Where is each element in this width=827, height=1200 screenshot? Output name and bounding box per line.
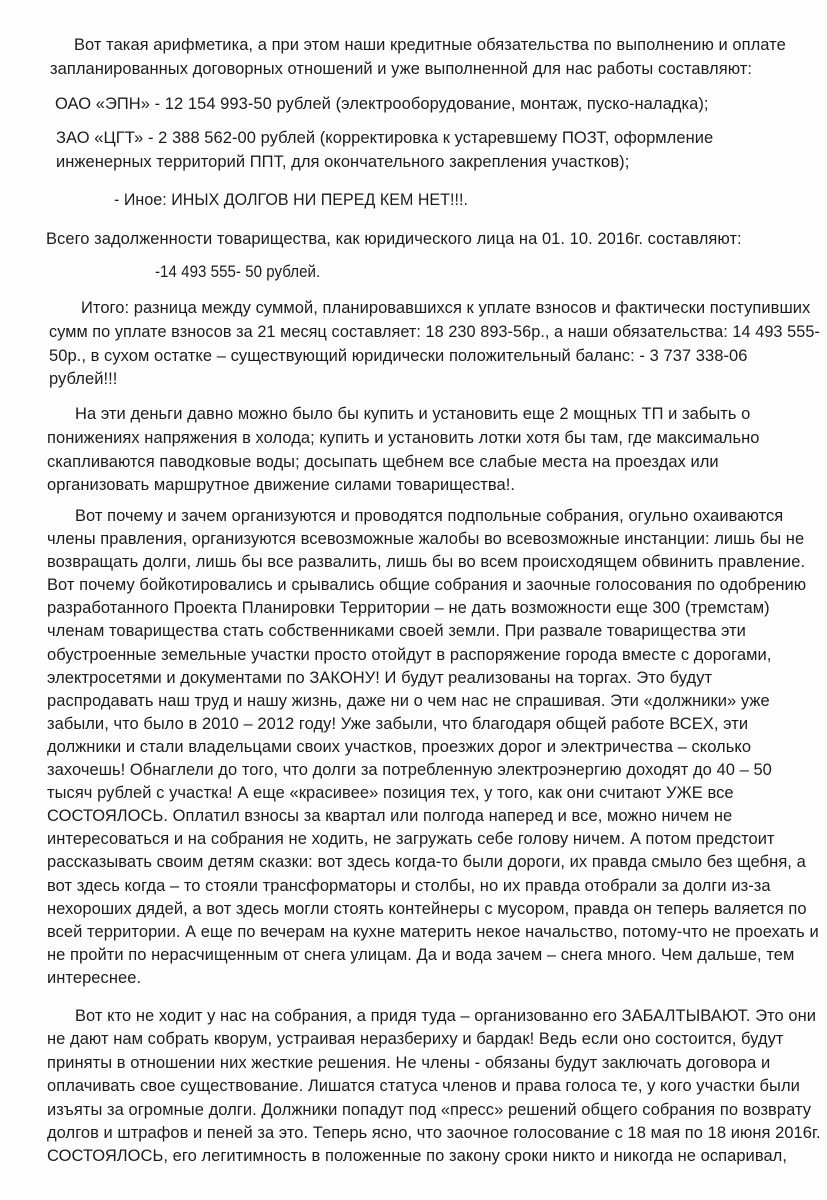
- paragraph-total-debt-caption: [46, 228, 774, 252]
- text-line: оплачивать свое существование. Лишатся статуса членов и права голоса те, у кого участки были: [47, 1077, 800, 1096]
- paragraph-cgt-debt: [56, 127, 784, 175]
- text-line: скапливаются паводковые воды; досыпать щебнем все слабые места на проездах или: [47, 452, 719, 471]
- text-line: возвращать долги, лишь бы все развалить, лишь бы во всем происходящем обвинить правление.: [47, 553, 806, 572]
- text-line: тысяч рублей с участка! А еще «красивее» позиция тех, у того, как они считают УЖЕ все: [47, 784, 734, 803]
- text-line: 50р., в сухом остатке – существующий юридически положительный баланс: - 3 737 338-06: [49, 346, 748, 365]
- text-line: разработанного Проекта Планировки Территории – не дать возможности еще 300 (тремстам): [47, 599, 770, 618]
- text-line: членам товарищества стать собственниками своей земли. При развале товарищества эти: [47, 622, 746, 641]
- text-line: долгов и штрафов и пеней за это. Теперь ясно, что заочное голосование с 18 мая по 18 июня 2016г.: [47, 1124, 821, 1143]
- text-line: обустроенные земельные участки просто отойдут в распоряжение города вместе с дорогами,: [47, 645, 772, 664]
- text-line: не пройти по нерасчищенным от снега улицам. Да и вода зачем – снега много. Чем дальше, тем: [47, 945, 795, 964]
- text-line: Всего задолженности товарищества, как юридического лица на 01. 10. 2016г. составляют:: [46, 230, 742, 248]
- paragraph-underground-meetings: [47, 505, 819, 990]
- paragraph-non-attendees: [47, 1005, 821, 1169]
- text-line: Вот кто не ходит у нас на собрания, а придя туда – организованно его ЗАБАЛТЫВАЮТ. Это они: [75, 1007, 817, 1025]
- text-line: ОАО «ЭПН» - 12 154 993-50 рублей (электрооборудование, монтаж, пуско-наладка);: [55, 95, 709, 113]
- paragraph-summary: [49, 297, 820, 392]
- text-line: Вот почему и зачем организуются и проводятся подпольные собрания, огульно охаиваются: [75, 507, 784, 525]
- text-line: члены правления, организуются всевозможные жалобы во всевозможные инстанции: лишь бы не: [47, 530, 805, 549]
- text-line: -14 493 555- 50 рублей.: [155, 263, 321, 281]
- text-line: рублей!!!: [49, 370, 118, 389]
- text-line: сумм по уплате взносов за 21 месяц составляет: 18 230 893-56р., а наши обязательства: 14 493 555-: [49, 322, 820, 341]
- text-line: На эти деньги давно можно было бы купить и установить еще 2 мощных ТП и забыть о: [75, 405, 751, 423]
- text-line: организовать маршрутное движение силами товарищества!.: [47, 476, 516, 495]
- text-line: распродавать наш труд и нашу жизнь, даже ни о чем нас не спрашивая. Эти «должники» уже: [47, 691, 770, 710]
- text-line: ЗАО «ЦГТ» - 2 388 562-00 рублей (корректировка к устаревшему ПОЗТ, оформление: [56, 129, 714, 147]
- text-line: запланированных договорных отношений и уже выполненной для нас работы составляют:: [50, 59, 753, 78]
- paragraph-total-debt-amount: [155, 261, 827, 285]
- text-line: всей территории. А еще по вечерам на кухне материть некое начальство, потому-что не проехать и: [47, 922, 819, 941]
- text-line: инженерных территорий ППТ, для окончательного закрепления участков);: [56, 152, 630, 171]
- text-line: СОСТОЯЛОСЬ. Оплатил взносы за квартал или полгода наперед и все, можно ничем не: [47, 807, 733, 826]
- text-line: должники и стали владельцами своих участков, проезжих дорог и электричества – сколько: [47, 737, 752, 756]
- text-line: захочешь! Обнаглели до того, что долги за потребленную электроэнергию доходят до 40 – 50: [47, 761, 772, 780]
- text-line: понижениях напряжения в холода; купить и установить лотки хотя бы там, где максимально: [47, 428, 760, 447]
- text-line: интереснее.: [47, 968, 142, 987]
- text-line: Вот такая арифметика, а при этом наши кредитные обязательства по выполнению и оплате: [74, 36, 786, 54]
- paragraph-money-use: [47, 403, 775, 498]
- text-line: забыли, что было в 2010 – 2012 году! Уже забыли, что благодаря общей работе ВСЕХ, эти: [47, 714, 749, 733]
- text-line: приняты в отношении них жесткие решения. Не члены - обязаны будут заключать договора и: [47, 1053, 771, 1072]
- text-line: нехороших дядей, а вот здесь могли стоять контейнеры с мусором, правда он теперь валяется по: [47, 899, 807, 918]
- text-line: не дают нам собрать кворум, устраивая неразбериху и бардак! Ведь если оно состоится, будут: [47, 1030, 784, 1049]
- text-line: электросетями и документами по ЗАКОНУ! И будут реализованы на торгах. Это будут: [47, 668, 713, 687]
- text-line: изъяты за огромные долги. Должники попадут под «пресс» решений общего собрания по возврату: [47, 1100, 812, 1119]
- text-line: СОСТОЯЛОСЬ, его легитимность в положенные по закону сроки никто и никогда не оспаривал,: [47, 1147, 787, 1166]
- text-line: Итого: разница между суммой, планировавшихся к уплате взносов и фактически поступивших: [81, 299, 811, 317]
- text-line: интересоваться и на собрания не ходить, не загружать себе голову ничем. А потом предстоит: [47, 830, 775, 849]
- paragraph-epn-debt: [55, 93, 783, 117]
- text-line: рассказывать своим детям сказки: вот здесь когда-то были дороги, их правда смыло без щебня, а: [47, 853, 806, 872]
- paragraph-other-debts: [114, 189, 827, 213]
- text-line: - Иное: ИНЫХ ДОЛГОВ НИ ПЕРЕД КЕМ НЕТ!!!.: [114, 191, 468, 209]
- text-line: вот здесь когда – то стояли трансформаторы и столбы, но их правда отобрали за долги из-за: [47, 876, 771, 895]
- text-line: Вот почему бойкотировались и срывались общие собрания и заочные голосования по одобрению: [47, 576, 807, 595]
- paragraph-arithmetic: [50, 34, 786, 82]
